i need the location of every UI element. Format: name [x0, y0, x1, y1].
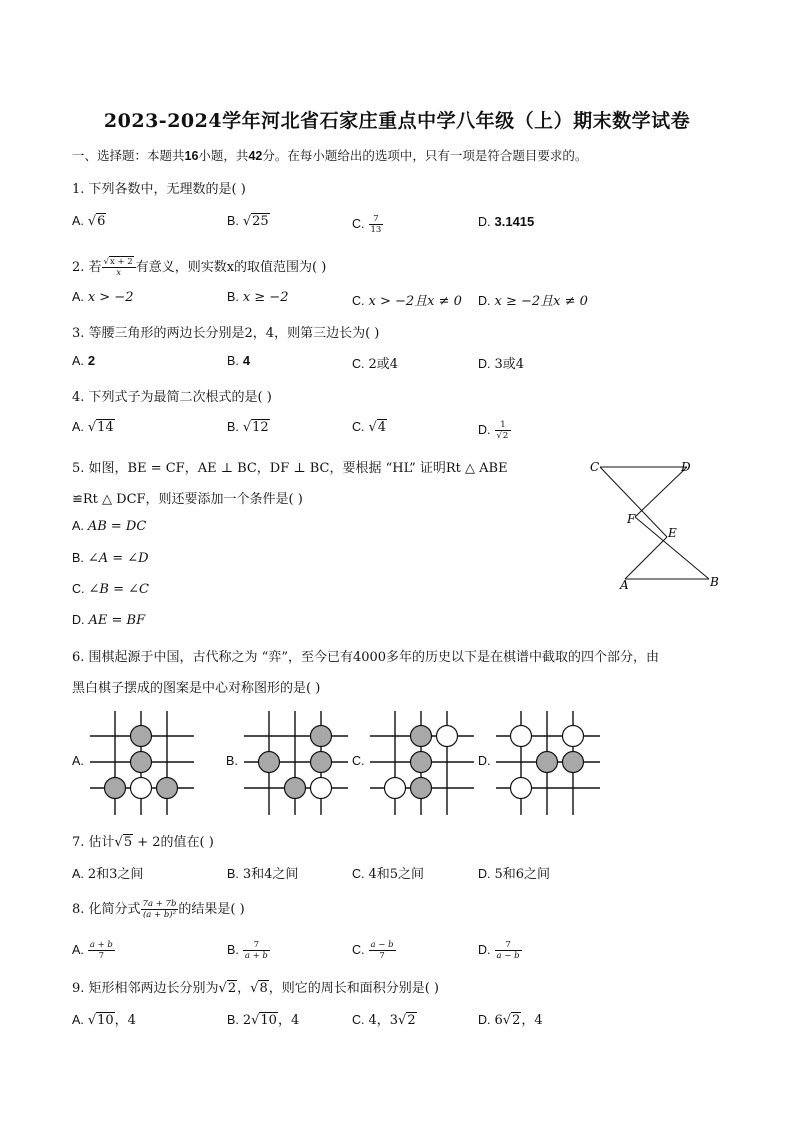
q5-geometry-figure: [585, 455, 725, 595]
question-4-options: [72, 420, 732, 440]
q4-option-c[interactable]: C. √4: [352, 420, 387, 435]
q2-option-d[interactable]: D. x ≥ −2且x ≠ 0: [478, 294, 588, 309]
black-stone: [131, 726, 152, 747]
q1-option-c-fraction: $\frac{7}{13}$: [370, 214, 382, 235]
question-3-options: [72, 353, 732, 373]
q6-option-c[interactable]: C.: [352, 754, 365, 768]
black-stone: [311, 726, 332, 747]
black-stone: [411, 778, 432, 799]
q5-option-a[interactable]: A. AB = DC: [72, 519, 147, 534]
q5-option-c[interactable]: C. ∠B = ∠C: [72, 582, 149, 597]
white-stone: [311, 778, 332, 799]
q8-fraction: $\frac{7a + 7b}{\text{(a + b)²}}$: [142, 899, 177, 920]
q6-option-b[interactable]: B.: [226, 754, 238, 768]
point-label-d: D: [681, 460, 691, 474]
section-score: 42: [248, 149, 263, 163]
q5-option-d[interactable]: D. AE = BF: [72, 613, 146, 628]
segment-ea: [625, 537, 667, 579]
q7-option-b[interactable]: B. 3和4之间: [227, 867, 299, 882]
white-stone: [511, 726, 532, 747]
q4-option-a[interactable]: A. √14: [72, 420, 114, 435]
go-board-c: [370, 711, 474, 815]
q3-option-d[interactable]: D. 3或4: [478, 357, 525, 372]
question-1-stem: 1. 下列各数中，无理数的是( ): [72, 182, 246, 197]
question-5-line-2: ≌Rt △ DCF，则还要添加一个条件是( ): [72, 492, 303, 507]
q9-option-c[interactable]: C. 4，3√2: [352, 1013, 416, 1028]
q7-option-c[interactable]: C. 4和5之间: [352, 867, 425, 882]
q2-option-b[interactable]: B. x ≥ −2: [227, 290, 289, 305]
q1-option-a-value: 6: [97, 214, 106, 229]
black-stone: [105, 778, 126, 799]
black-stone: [259, 752, 280, 773]
point-label-c: C: [590, 460, 600, 474]
white-stone: [511, 778, 532, 799]
q9-option-d[interactable]: D. 6√2，4: [478, 1013, 543, 1028]
go-board-a: [90, 711, 194, 815]
q2-option-a[interactable]: A. x > −2: [72, 290, 134, 305]
question-7-options: [72, 863, 732, 883]
q9-option-b[interactable]: B. 2√10，4: [227, 1013, 300, 1028]
section-count: 16: [184, 149, 199, 163]
black-stone: [157, 778, 178, 799]
question-8-options: [72, 940, 732, 960]
white-stone: [563, 726, 584, 747]
q5-option-d-row: [72, 613, 732, 633]
question-3-stem: 3. 等腰三角形的两边长分别是2，4，则第三边长为( ): [72, 326, 380, 341]
q2-option-c[interactable]: C. x > −2且x ≠ 0: [352, 294, 462, 309]
q3-option-b[interactable]: B. 4: [227, 353, 251, 368]
q1-option-d[interactable]: D. 3.1415: [478, 214, 535, 229]
q3-option-c[interactable]: C. 2或4: [352, 357, 399, 372]
q1-option-b-value: 25: [252, 214, 269, 229]
q8-option-d[interactable]: D. $\frac{7}{a - b}$: [478, 940, 520, 961]
go-board-b: [244, 711, 348, 815]
section-suffix: 分。在每小题给出的选项中，只有一项是符合题目要求的。: [262, 148, 588, 163]
black-stone: [311, 752, 332, 773]
point-label-f: F: [627, 512, 636, 526]
page-title: 2023-2024学年河北省石家庄重点中学八年级（上）期末数学试卷: [103, 110, 691, 132]
q6-option-a[interactable]: A.: [72, 754, 84, 768]
point-label-b: B: [710, 575, 719, 589]
point-label-e: E: [668, 526, 677, 540]
black-stone: [131, 752, 152, 773]
q5-option-b[interactable]: B. ∠A = ∠D: [72, 551, 149, 566]
q4-option-b[interactable]: B. √12: [227, 420, 269, 435]
question-2-options: [72, 290, 732, 310]
go-board-d: [496, 711, 600, 815]
point-label-a: A: [620, 578, 629, 592]
q6-option-d[interactable]: D.: [478, 754, 491, 768]
q8-option-c[interactable]: C. $\frac{a - b}{7}$: [352, 940, 394, 961]
question-6-line-2: 黑白棋子摆成的图案是中心对称图形的是( ): [72, 681, 321, 696]
question-2-stem: 2. 若 $\frac{√x + 2}{x}$ 有意义，则实数x的取值范围为( ): [72, 257, 327, 278]
q1-option-a[interactable]: A. √6: [72, 214, 106, 229]
q1-option-c[interactable]: C. $\frac{7}{13}$: [352, 214, 382, 235]
black-stone: [411, 752, 432, 773]
q8-option-a[interactable]: A. $\frac{a + b}{7}$: [72, 940, 113, 961]
q7-option-a[interactable]: A. 2和3之间: [72, 867, 144, 882]
question-6-line-1: 6. 围棋起源于中国，古代称之为 “弈”，至今已有4000多年的历史以下是在棋谱中截取的四个部分，由: [72, 650, 660, 665]
question-7-stem: 7. 估计√5 + 2的值在( ): [72, 835, 214, 850]
white-stone: [131, 778, 152, 799]
white-stone: [437, 726, 458, 747]
q8-option-b[interactable]: B. $\frac{7}{a + b}$: [227, 940, 268, 961]
question-1-options: [72, 214, 732, 234]
section-mid: 小题，共: [198, 148, 249, 163]
section-prefix: 一、选择题：本题共: [72, 148, 185, 163]
black-stone: [563, 752, 584, 773]
q2-fraction: $\frac{√x + 2}{x}$: [102, 257, 136, 278]
segment-ce: [600, 467, 667, 537]
black-stone: [411, 726, 432, 747]
section-header: [72, 146, 587, 164]
segment-df: [635, 467, 687, 517]
black-stone: [537, 752, 558, 773]
black-stone: [285, 778, 306, 799]
question-4-stem: 4. 下列式子为最简二次根式的是( ): [72, 390, 272, 405]
question-5-line-1: 5. 如图，BE = CF，AE ⊥ BC，DF ⊥ BC，要根据 “HL” 证明Rt △ ABE: [72, 461, 508, 476]
question-9-stem: 9. 矩形相邻两边长分别为√2，√8，则它的周长和面积分别是( ): [72, 981, 439, 996]
question-8-stem: 8. 化简分式 $\frac{7a + 7b}{\text{(a + b)²}}$ 的结果是( ): [72, 899, 245, 920]
q1-option-d-value: 3.1415: [494, 214, 535, 229]
q3-option-a[interactable]: A. 2: [72, 353, 96, 368]
white-stone: [385, 778, 406, 799]
q9-option-a[interactable]: A. √10，4: [72, 1013, 136, 1028]
q7-option-d[interactable]: D. 5和6之间: [478, 867, 551, 882]
q4-option-d[interactable]: D. $\frac{1}{√2}$: [478, 420, 511, 441]
question-9-options: [72, 1009, 732, 1029]
q1-option-b[interactable]: B. √25: [227, 214, 269, 229]
